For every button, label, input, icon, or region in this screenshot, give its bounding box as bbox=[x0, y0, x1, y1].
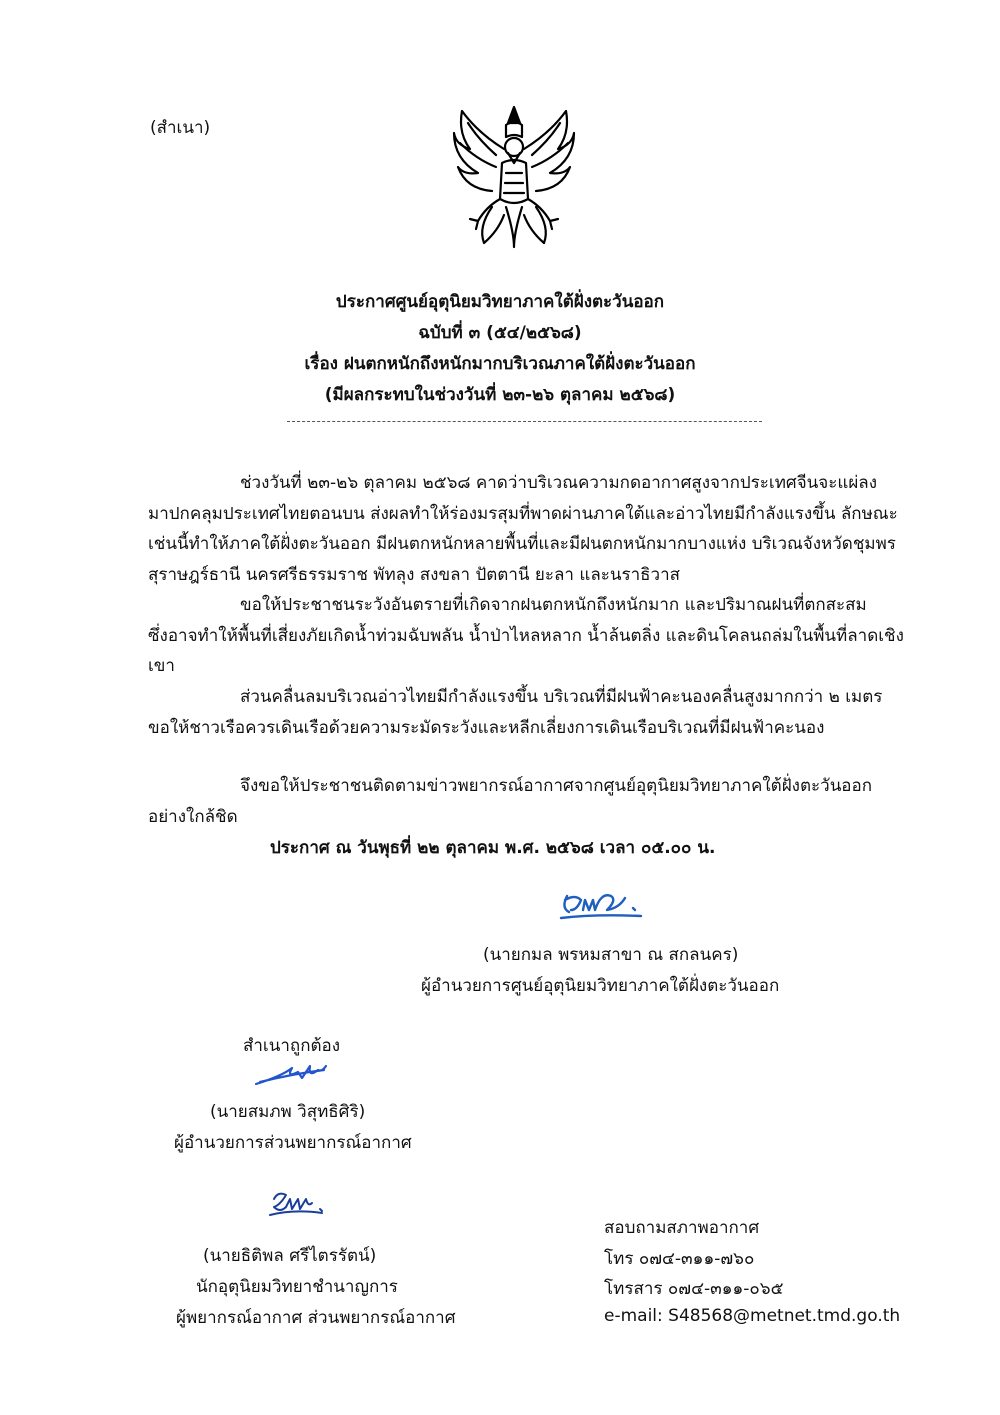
notice-period: (มีผลกระทบในช่วงวันที่ ๒๓-๒๖ ตุลาคม ๒๕๖๘) bbox=[324, 385, 676, 405]
text-line: มาปกคลุมประเทศไทยตอนบน ส่งผลทำให้ร่องมรสุมที่พาดผ่านภาคใต้และอ่าวไทยมีกำลังแรงขึ้น ลักษณะ bbox=[148, 503, 898, 524]
signature-director bbox=[555, 886, 655, 926]
notice-number: ฉบับที่ ๓ (๕๔/๒๕๖๘) bbox=[418, 323, 582, 343]
text-line: ขอให้ประชาชนระวังอันตรายที่เกิดจากฝนตกหนักถึงหนักมาก และปริมาณฝนที่ตกสะสม bbox=[240, 595, 867, 615]
copy-mark: (สำเนา) bbox=[150, 118, 211, 138]
paragraph-marine bbox=[148, 682, 908, 743]
contact-fax: โทรสาร ๐๗๔-๓๑๑-๐๖๕ bbox=[604, 1279, 784, 1299]
text-line: อย่างใกล้ชิด bbox=[148, 806, 238, 827]
paragraph-closing bbox=[148, 771, 908, 832]
text-line: สุราษฎร์ธานี นครศรีธรรมราช พัทลุง สงขลา ปัตตานี ยะลา และนราธิวาส bbox=[148, 564, 681, 585]
director-position: ผู้อำนวยการศูนย์อุตุนิยมวิทยาภาคใต้ฝั่งตะวันออก bbox=[421, 976, 780, 996]
garuda-emblem bbox=[448, 103, 580, 251]
forecaster-title: นักอุตุนิยมวิทยาชำนาญการ bbox=[196, 1277, 398, 1297]
certified-label: สำเนาถูกต้อง bbox=[243, 1036, 341, 1056]
text-line: จึงขอให้ประชาชนติดตามข่าวพยากรณ์อากาศจากศูนย์อุตุนิยมวิทยาภาคใต้ฝั่งตะวันออก bbox=[240, 776, 873, 796]
signature-certifier bbox=[252, 1060, 332, 1090]
text-line: ซึ่งอาจทำให้พื้นที่เสี่ยงภัยเกิดน้ำท่วมฉับพลัน น้ำป่าไหลหลาก น้ำล้นตลิ่ง และดินโคลนถล่มในพื้นที่ลาดเชิง bbox=[148, 625, 904, 646]
text-line: เขา bbox=[148, 656, 175, 676]
signature-forecaster bbox=[264, 1185, 334, 1221]
notice-heading: ประกาศศูนย์อุตุนิยมวิทยาภาคใต้ฝั่งตะวันออก bbox=[335, 292, 665, 312]
contact-phone: โทร ๐๗๔-๓๑๑-๗๖๐ bbox=[604, 1249, 755, 1269]
announcement-date: ประกาศ ณ วันพุธที่ ๒๒ ตุลาคม พ.ศ. ๒๕๖๘ เวลา ๐๕.๐๐ น. bbox=[270, 838, 716, 858]
contact-email[interactable]: e-mail: S48568@metnet.tmd.go.th bbox=[604, 1306, 901, 1326]
forecaster-name: (นายธิติพล ศรีไตรรัตน์) bbox=[203, 1246, 377, 1266]
paragraph-warning bbox=[148, 590, 908, 682]
text-line: ช่วงวันที่ ๒๓-๒๖ ตุลาคม ๒๕๖๘ คาดว่าบริเวณความกดอากาศสูงจากประเทศจีนจะแผ่ลง bbox=[240, 473, 878, 493]
certifier-name: (นายสมภพ วิสุทธิศิริ) bbox=[210, 1102, 366, 1122]
director-name: (นายกมล พรหมสาขา ณ สกลนคร) bbox=[483, 945, 739, 965]
divider bbox=[287, 421, 762, 422]
text-line: ส่วนคลื่นลมบริเวณอ่าวไทยมีกำลังแรงขึ้น บริเวณที่มีฝนฟ้าคะนองคลื่นสูงมากกว่า ๒ เมตร bbox=[240, 687, 883, 707]
notice-subject: เรื่อง ฝนตกหนักถึงหนักมากบริเวณภาคใต้ฝั่งตะวันออก bbox=[304, 354, 696, 374]
contact-heading: สอบถามสภาพอากาศ bbox=[604, 1218, 760, 1238]
forecaster-position: ผู้พยากรณ์อากาศ ส่วนพยากรณ์อากาศ bbox=[176, 1308, 456, 1328]
certifier-position: ผู้อำนวยการส่วนพยากรณ์อากาศ bbox=[174, 1133, 412, 1153]
text-line: เช่นนี้ทำให้ภาคใต้ฝั่งตะวันออก มีฝนตกหนักหลายพื้นที่และมีฝนตกหนักมากบางแห่ง บริเวณจังหวัดชุมพร bbox=[148, 534, 896, 554]
text-line: ขอให้ชาวเรือควรเดินเรือด้วยความระมัดระวังและหลีกเลี่ยงการเดินเรือบริเวณที่มีฝนฟ้าคะนอง bbox=[148, 717, 825, 738]
paragraph-forecast bbox=[148, 468, 908, 590]
